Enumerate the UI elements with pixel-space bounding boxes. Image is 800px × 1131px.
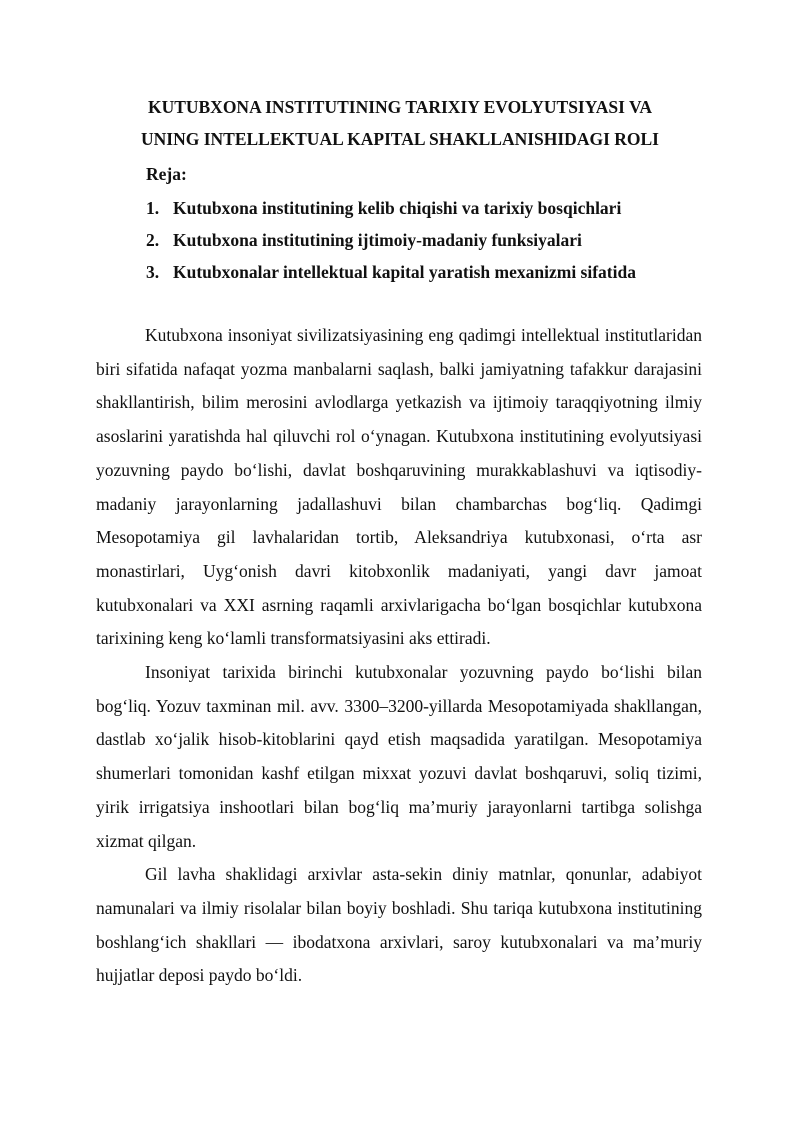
plan-item <box>146 256 636 288</box>
body-paragraph: Insoniyat tarixida birinchi kutubxonalar yozuvning paydo bo‘lishi bilan bog‘liq. Yozuv taxminan mil. avv. 3300–3200-yillarda Mesopotamiyada shakllangan, dastlab xo‘jalik hisob-kitoblarini qayd etish maqsadida yaratilgan. Mesopotamiya shumerlari tomonidan kashf etilgan mixxat yozuvi davlat boshqaruvi, soliq tizimi, yirik irrigatsiya inshootlari bilan bog‘liq ma’muriy jarayonlarni tartibga solishga xizmat qilgan. <box>96 662 702 851</box>
plan-item-number: 1. <box>146 198 160 218</box>
plan-item-number: 3. <box>146 262 160 282</box>
plan-item-text: Kutubxonalar intellektual kapital yaratish mexanizmi sifatida <box>173 262 636 282</box>
title-line-1: KUTUBXONA INSTITUTINING TARIXIY EVOLYUTSIYASI VA <box>147 97 653 117</box>
body-paragraph: Kutubxona insoniyat sivilizatsiyasining eng qadimgi intellektual institutlaridan biri sifatida nafaqat yozma manbalarni saqlash, balki jamiyatning tafakkur darajasini shakllantirish, bilim merosini avlodlarga yetkazish va ijtimoiy taraqqiyotning ilmiy asoslarini yaratishda hal qiluvchi rol o‘ynagan. Kutubxona institutining evolyutsiyasi yozuvning paydo bo‘lishi, davlat boshqaruvining murakkablashuvi va iqtisodiy-madaniy jarayonlarning jadallashuvi bilan chambarchas bog‘liq. Qadimgi Mesopotamiya gil lavhalaridan tortib, Aleksandriya kutubxonasi, o‘rta asr monastirlari, Uyg‘onish davri kitobxonlik madaniyati, yangi davr jamoat kutubxonalari va XXI asrning raqamli arxivlarigacha bo‘lgan bosqichlar kutubxona tarixining keng ko‘lamli transformatsiyasini aks ettiradi. <box>96 325 702 649</box>
title-line-2: UNING INTELLEKTUAL KAPITAL SHAKLLANISHIDAGI ROLI <box>141 129 659 149</box>
plan-item-text: Kutubxona institutining kelib chiqishi va tarixiy bosqichlari <box>173 198 622 218</box>
plan-item <box>146 192 636 224</box>
plan-item-text: Kutubxona institutining ijtimoiy-madaniy funksiyalari <box>173 230 582 250</box>
plan-heading: Reja: <box>146 164 187 184</box>
plan-item <box>146 224 636 256</box>
plan-list <box>146 192 636 288</box>
document-title <box>100 91 700 155</box>
body-text <box>96 319 702 993</box>
plan-item-number: 2. <box>146 230 160 250</box>
body-paragraph: Gil lavha shaklidagi arxivlar asta-sekin diniy matnlar, qonunlar, adabiyot namunalari va ilmiy risolalar bilan boyiy boshladi. Shu tariqa kutubxona institutining boshlang‘ich shakllari — ibodatxona arxivlari, saroy kutubxonalari va ma’muriy hujjatlar deposi paydo bo‘ldi. <box>96 864 702 986</box>
